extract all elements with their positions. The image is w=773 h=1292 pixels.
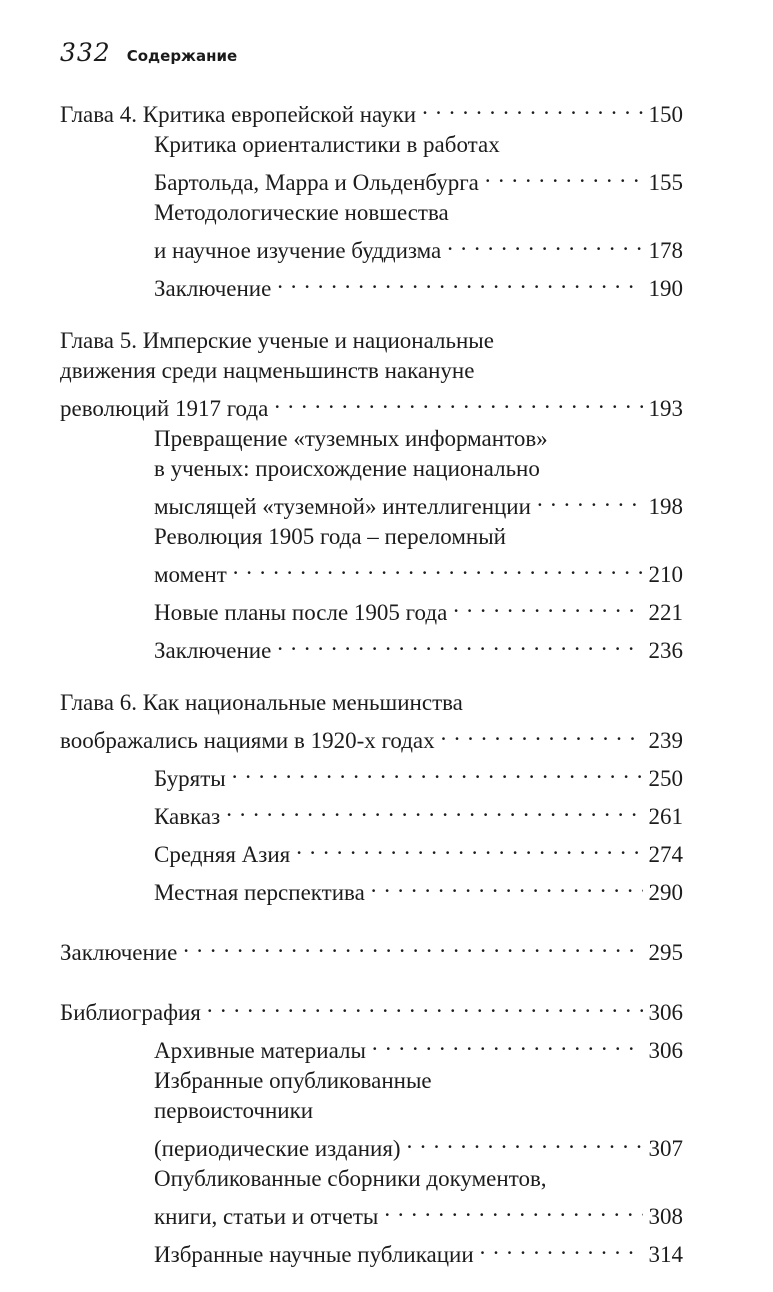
entry-text-line: Превращение «туземных информантов» bbox=[154, 426, 548, 451]
entry-page-number: 190 bbox=[648, 276, 683, 301]
dot-leader bbox=[453, 590, 642, 620]
toc-subsection-entry bbox=[154, 1066, 683, 1164]
entry-page-number: 261 bbox=[648, 804, 683, 829]
entry-text-line: Буряты bbox=[154, 766, 226, 791]
toc-chapter-entry bbox=[60, 990, 683, 1028]
toc-subsection-entry bbox=[154, 590, 683, 628]
toc-chapter-entry bbox=[60, 930, 683, 968]
entry-text-line: Кавказ bbox=[154, 804, 221, 829]
entry-text-line: воображались нациями в 1920-х годах bbox=[60, 728, 435, 753]
entry-page-number: 250 bbox=[648, 766, 683, 791]
dot-leader bbox=[371, 870, 643, 900]
entry-page-number: 193 bbox=[648, 396, 683, 421]
entry-text-line: Новые планы после 1905 года bbox=[154, 600, 448, 625]
entry-text-line: Местная перспектива bbox=[154, 880, 365, 905]
toc-subsection-entry bbox=[154, 870, 683, 908]
entry-page-number: 306 bbox=[648, 1038, 683, 1063]
dot-leader bbox=[274, 386, 642, 416]
entry-page-number: 155 bbox=[648, 170, 683, 195]
entry-page-number: 210 bbox=[648, 562, 683, 587]
entry-last-line bbox=[154, 832, 683, 870]
entry-text-line: Революция 1905 года – переломный bbox=[154, 524, 506, 549]
entry-last-line bbox=[60, 718, 683, 756]
toc-subsection-entry bbox=[154, 1232, 683, 1270]
entry-text-line: Критика ориенталистики в работах bbox=[154, 132, 500, 157]
entry-page-number: 308 bbox=[648, 1204, 683, 1229]
entry-page-number: 150 bbox=[648, 102, 683, 127]
toc-subsection-entry bbox=[154, 130, 683, 198]
entry-last-line bbox=[60, 930, 683, 968]
dot-leader bbox=[384, 1194, 642, 1224]
entry-text-line: Глава 4. Критика европейской науки bbox=[60, 102, 417, 127]
toc-subsection-entry bbox=[154, 424, 683, 522]
entry-last-line bbox=[154, 484, 683, 522]
dot-leader bbox=[226, 794, 642, 824]
entry-text-line: мыслящей «туземной» интеллигенции bbox=[154, 494, 531, 519]
entry-text-line: (периодические издания) bbox=[154, 1136, 401, 1161]
dot-leader bbox=[537, 484, 643, 514]
toc-subsection-entry bbox=[154, 198, 683, 266]
toc-subsection-entry bbox=[154, 794, 683, 832]
entry-last-line bbox=[154, 1232, 683, 1270]
dot-leader bbox=[422, 92, 642, 122]
entry-last-line bbox=[60, 92, 683, 130]
entry-text-line: и научное изучение буддизма bbox=[154, 238, 442, 263]
entry-page-number: 290 bbox=[648, 880, 683, 905]
entry-text-line: Заключение bbox=[60, 940, 178, 965]
entry-text-line: Средняя Азия bbox=[154, 842, 291, 867]
toc-subsection-entry bbox=[154, 1028, 683, 1066]
dot-leader bbox=[485, 160, 643, 190]
entry-text-line: революций 1917 года bbox=[60, 396, 269, 421]
entry-page-number: 236 bbox=[648, 638, 683, 663]
dot-leader bbox=[232, 756, 643, 786]
entry-text-line: Заключение bbox=[154, 638, 272, 663]
entry-text-line: Глава 6. Как национальные меньшинства bbox=[60, 690, 463, 715]
section-title: Содержание bbox=[126, 47, 238, 65]
entry-page-number: 295 bbox=[648, 940, 683, 965]
entry-last-line bbox=[60, 990, 683, 1028]
entry-last-line bbox=[154, 794, 683, 832]
entry-text-line: Архивные материалы bbox=[154, 1038, 366, 1063]
dot-leader bbox=[441, 718, 643, 748]
entry-page-number: 221 bbox=[648, 600, 683, 625]
dot-leader bbox=[233, 552, 643, 582]
entry-last-line bbox=[154, 870, 683, 908]
toc-subsection-entry bbox=[154, 522, 683, 590]
toc-chapter-entry bbox=[60, 92, 683, 130]
entry-last-line bbox=[60, 386, 683, 424]
entry-last-line bbox=[154, 590, 683, 628]
entry-page-number: 314 bbox=[648, 1242, 683, 1267]
entry-page-number: 198 bbox=[648, 494, 683, 519]
dot-leader bbox=[207, 990, 643, 1020]
dot-leader bbox=[447, 228, 642, 258]
toc-subsection-entry bbox=[154, 266, 683, 304]
dot-leader bbox=[277, 266, 642, 296]
toc-chapter-entry bbox=[60, 688, 683, 756]
entry-text-line: Избранные опубликованные bbox=[154, 1068, 432, 1093]
entry-text-line: Методологические новшества bbox=[154, 200, 449, 225]
entry-text-line: Бартольда, Марра и Ольденбурга bbox=[154, 170, 479, 195]
dot-leader bbox=[407, 1126, 643, 1156]
toc-chapter bbox=[60, 326, 683, 666]
dot-leader bbox=[372, 1028, 643, 1058]
entry-page-number: 307 bbox=[648, 1136, 683, 1161]
toc-chapter bbox=[60, 990, 683, 1270]
dot-leader bbox=[480, 1232, 643, 1262]
toc-subsection-entry bbox=[154, 756, 683, 794]
entry-last-line bbox=[154, 1028, 683, 1066]
page-number: 332 bbox=[60, 38, 111, 67]
entry-page-number: 306 bbox=[648, 1000, 683, 1025]
entry-page-number: 274 bbox=[648, 842, 683, 867]
toc-subsection-entry bbox=[154, 832, 683, 870]
toc-chapter-entry bbox=[60, 326, 683, 424]
entry-text-line: движения среди нацменьшинств накануне bbox=[60, 358, 475, 383]
toc-subsection-entry bbox=[154, 628, 683, 666]
entry-text-line: Опубликованные сборники документов, bbox=[154, 1166, 547, 1191]
toc-chapter bbox=[60, 688, 683, 908]
entry-text-line: первоисточники bbox=[154, 1098, 314, 1123]
entry-page-number: 239 bbox=[648, 728, 683, 753]
entry-text-line: момент bbox=[154, 562, 227, 587]
entry-text-line: Избранные научные публикации bbox=[154, 1242, 474, 1267]
entry-last-line bbox=[154, 552, 683, 590]
entry-last-line bbox=[154, 1126, 683, 1164]
toc-chapter bbox=[60, 92, 683, 304]
entry-last-line bbox=[154, 756, 683, 794]
toc-subsection-entry bbox=[154, 1164, 683, 1232]
dot-leader bbox=[183, 930, 642, 960]
entry-text-line: Глава 5. Имперские ученые и национальные bbox=[60, 328, 494, 353]
entry-last-line bbox=[154, 228, 683, 266]
running-head bbox=[60, 38, 237, 78]
entry-page-number: 178 bbox=[648, 238, 683, 263]
entry-last-line bbox=[154, 266, 683, 304]
table-of-contents bbox=[60, 92, 683, 1292]
entry-text-line: в ученых: происхождение национально bbox=[154, 456, 540, 481]
entry-last-line bbox=[154, 160, 683, 198]
entry-last-line bbox=[154, 628, 683, 666]
dot-leader bbox=[277, 628, 642, 658]
dot-leader bbox=[296, 832, 642, 862]
toc-chapter bbox=[60, 930, 683, 968]
entry-text-line: Заключение bbox=[154, 276, 272, 301]
entry-text-line: книги, статьи и отчеты bbox=[154, 1204, 379, 1229]
entry-text-line: Библиография bbox=[60, 1000, 201, 1025]
